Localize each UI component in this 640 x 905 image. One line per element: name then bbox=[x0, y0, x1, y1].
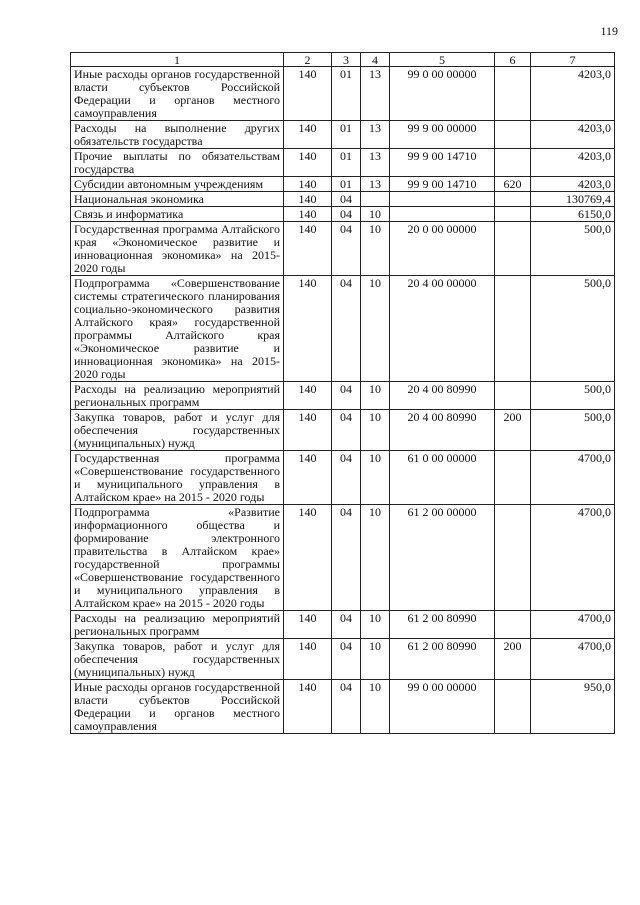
target-article-cell bbox=[390, 192, 495, 207]
target-article-cell bbox=[390, 207, 495, 222]
expense-type-cell bbox=[495, 149, 531, 177]
section-code-cell: 04 bbox=[332, 276, 361, 382]
target-article-cell: 61 0 00 00000 bbox=[390, 451, 495, 505]
amount-cell: 130769,4 bbox=[531, 192, 615, 207]
subsection-code-cell: 13 bbox=[361, 177, 390, 192]
subsection-code-cell: 10 bbox=[361, 382, 390, 410]
table-body bbox=[71, 67, 615, 734]
expense-name-cell: Расходы на выполнение других обязательств государства bbox=[71, 121, 284, 149]
expense-name-cell: Подпрограмма «Развитие информационного общества и формирование электронного правительства в Алтайском крае» государственной программы «Совершенствование государственного и муниципального управления в Алтайском крае» на 2015 - 2020 годы bbox=[71, 505, 284, 611]
expense-type-cell bbox=[495, 611, 531, 639]
expense-name-cell: Субсидии автономным учреждениям bbox=[71, 177, 284, 192]
ministry-code-cell: 140 bbox=[284, 611, 332, 639]
ministry-code-cell: 140 bbox=[284, 680, 332, 734]
target-article-cell: 61 2 00 80990 bbox=[390, 639, 495, 680]
table-row bbox=[71, 192, 615, 207]
target-article-cell: 99 0 00 00000 bbox=[390, 680, 495, 734]
ministry-code-cell: 140 bbox=[284, 410, 332, 451]
table-row bbox=[71, 382, 615, 410]
target-article-cell: 20 4 00 80990 bbox=[390, 382, 495, 410]
amount-cell: 4203,0 bbox=[531, 121, 615, 149]
ministry-code-cell: 140 bbox=[284, 207, 332, 222]
amount-cell: 500,0 bbox=[531, 276, 615, 382]
budget-table bbox=[70, 52, 615, 734]
subsection-code-cell: 10 bbox=[361, 410, 390, 451]
expense-name-cell: Закупка товаров, работ и услуг для обеспечения государственных (муниципальных) нужд bbox=[71, 639, 284, 680]
table-row bbox=[71, 149, 615, 177]
subsection-code-cell: 13 bbox=[361, 67, 390, 121]
section-code-cell: 04 bbox=[332, 505, 361, 611]
expense-type-cell bbox=[495, 121, 531, 149]
ministry-code-cell: 140 bbox=[284, 149, 332, 177]
expense-name-cell: Государственная программа «Совершенствование государственного и муниципального управления в Алтайском крае» на 2015 - 2020 годы bbox=[71, 451, 284, 505]
section-code-cell: 04 bbox=[332, 192, 361, 207]
subsection-code-cell: 10 bbox=[361, 207, 390, 222]
table-row bbox=[71, 121, 615, 149]
ministry-code-cell: 140 bbox=[284, 67, 332, 121]
table-header bbox=[71, 53, 615, 67]
ministry-code-cell: 140 bbox=[284, 505, 332, 611]
section-code-cell: 01 bbox=[332, 149, 361, 177]
subsection-code-cell: 10 bbox=[361, 451, 390, 505]
expense-name-cell: Связь и информатика bbox=[71, 207, 284, 222]
expense-name-cell: Закупка товаров, работ и услуг для обеспечения государственных (муниципальных) нужд bbox=[71, 410, 284, 451]
expense-name-cell: Подпрограмма «Совершенствование системы стратегического планирования социально-экономического развития Алтайского края» государственной программы Алтайского края «Экономическое развитие и инновационная экономика» на 2015-2020 годы bbox=[71, 276, 284, 382]
amount-cell: 500,0 bbox=[531, 382, 615, 410]
expense-type-cell: 200 bbox=[495, 410, 531, 451]
amount-cell: 4700,0 bbox=[531, 639, 615, 680]
expense-type-cell bbox=[495, 382, 531, 410]
table-row bbox=[71, 222, 615, 276]
expense-name-cell: Национальная экономика bbox=[71, 192, 284, 207]
expense-type-cell bbox=[495, 451, 531, 505]
header-col-5: 5 bbox=[390, 53, 495, 67]
expense-type-cell bbox=[495, 67, 531, 121]
expense-type-cell bbox=[495, 207, 531, 222]
section-code-cell: 04 bbox=[332, 680, 361, 734]
subsection-code-cell: 10 bbox=[361, 222, 390, 276]
table-row bbox=[71, 639, 615, 680]
target-article-cell: 99 9 00 00000 bbox=[390, 121, 495, 149]
amount-cell: 4203,0 bbox=[531, 67, 615, 121]
expense-name-cell: Прочие выплаты по обязательствам государства bbox=[71, 149, 284, 177]
subsection-code-cell: 13 bbox=[361, 149, 390, 177]
header-col-2: 2 bbox=[284, 53, 332, 67]
expense-name-cell: Расходы на реализацию мероприятий региональных программ bbox=[71, 611, 284, 639]
target-article-cell: 61 2 00 80990 bbox=[390, 611, 495, 639]
section-code-cell: 04 bbox=[332, 222, 361, 276]
subsection-code-cell: 10 bbox=[361, 639, 390, 680]
table-row bbox=[71, 207, 615, 222]
page-number: 119 bbox=[600, 24, 618, 38]
subsection-code-cell: 10 bbox=[361, 276, 390, 382]
section-code-cell: 04 bbox=[332, 410, 361, 451]
amount-cell: 4203,0 bbox=[531, 177, 615, 192]
header-row bbox=[71, 53, 615, 67]
table-row bbox=[71, 680, 615, 734]
target-article-cell: 20 4 00 80990 bbox=[390, 410, 495, 451]
table-row bbox=[71, 67, 615, 121]
amount-cell: 4700,0 bbox=[531, 611, 615, 639]
section-code-cell: 04 bbox=[332, 382, 361, 410]
table-row bbox=[71, 276, 615, 382]
expense-type-cell bbox=[495, 505, 531, 611]
expense-name-cell: Расходы на реализацию мероприятий региональных программ bbox=[71, 382, 284, 410]
subsection-code-cell: 10 bbox=[361, 505, 390, 611]
target-article-cell: 99 9 00 14710 bbox=[390, 149, 495, 177]
target-article-cell: 20 0 00 00000 bbox=[390, 222, 495, 276]
header-col-1: 1 bbox=[71, 53, 284, 67]
header-col-7: 7 bbox=[531, 53, 615, 67]
amount-cell: 4203,0 bbox=[531, 149, 615, 177]
expense-type-cell: 200 bbox=[495, 639, 531, 680]
ministry-code-cell: 140 bbox=[284, 177, 332, 192]
target-article-cell: 61 2 00 00000 bbox=[390, 505, 495, 611]
ministry-code-cell: 140 bbox=[284, 192, 332, 207]
header-col-3: 3 bbox=[332, 53, 361, 67]
target-article-cell: 20 4 00 00000 bbox=[390, 276, 495, 382]
target-article-cell: 99 0 00 00000 bbox=[390, 67, 495, 121]
section-code-cell: 01 bbox=[332, 121, 361, 149]
amount-cell: 4700,0 bbox=[531, 451, 615, 505]
table-row bbox=[71, 451, 615, 505]
section-code-cell: 04 bbox=[332, 611, 361, 639]
section-code-cell: 04 bbox=[332, 451, 361, 505]
ministry-code-cell: 140 bbox=[284, 222, 332, 276]
ministry-code-cell: 140 bbox=[284, 382, 332, 410]
ministry-code-cell: 140 bbox=[284, 276, 332, 382]
expense-name-cell: Иные расходы органов государственной власти субъектов Российской Федерации и органов местного самоуправления bbox=[71, 67, 284, 121]
expense-name-cell: Государственная программа Алтайского края «Экономическое развитие и инновационная экономика» на 2015-2020 годы bbox=[71, 222, 284, 276]
section-code-cell: 04 bbox=[332, 639, 361, 680]
expense-type-cell bbox=[495, 222, 531, 276]
target-article-cell: 99 9 00 14710 bbox=[390, 177, 495, 192]
table-row bbox=[71, 505, 615, 611]
table-row bbox=[71, 611, 615, 639]
amount-cell: 500,0 bbox=[531, 222, 615, 276]
section-code-cell: 01 bbox=[332, 177, 361, 192]
expense-type-cell: 620 bbox=[495, 177, 531, 192]
subsection-code-cell bbox=[361, 192, 390, 207]
expense-type-cell bbox=[495, 192, 531, 207]
expense-name-cell: Иные расходы органов государственной власти субъектов Российской Федерации и органов местного самоуправления bbox=[71, 680, 284, 734]
amount-cell: 950,0 bbox=[531, 680, 615, 734]
subsection-code-cell: 13 bbox=[361, 121, 390, 149]
expense-type-cell bbox=[495, 680, 531, 734]
ministry-code-cell: 140 bbox=[284, 451, 332, 505]
section-code-cell: 04 bbox=[332, 207, 361, 222]
ministry-code-cell: 140 bbox=[284, 121, 332, 149]
section-code-cell: 01 bbox=[332, 67, 361, 121]
header-col-4: 4 bbox=[361, 53, 390, 67]
expense-type-cell bbox=[495, 276, 531, 382]
ministry-code-cell: 140 bbox=[284, 639, 332, 680]
table-row bbox=[71, 177, 615, 192]
subsection-code-cell: 10 bbox=[361, 611, 390, 639]
header-col-6: 6 bbox=[495, 53, 531, 67]
amount-cell: 6150,0 bbox=[531, 207, 615, 222]
table-row bbox=[71, 410, 615, 451]
amount-cell: 4700,0 bbox=[531, 505, 615, 611]
amount-cell: 500,0 bbox=[531, 410, 615, 451]
subsection-code-cell: 10 bbox=[361, 680, 390, 734]
